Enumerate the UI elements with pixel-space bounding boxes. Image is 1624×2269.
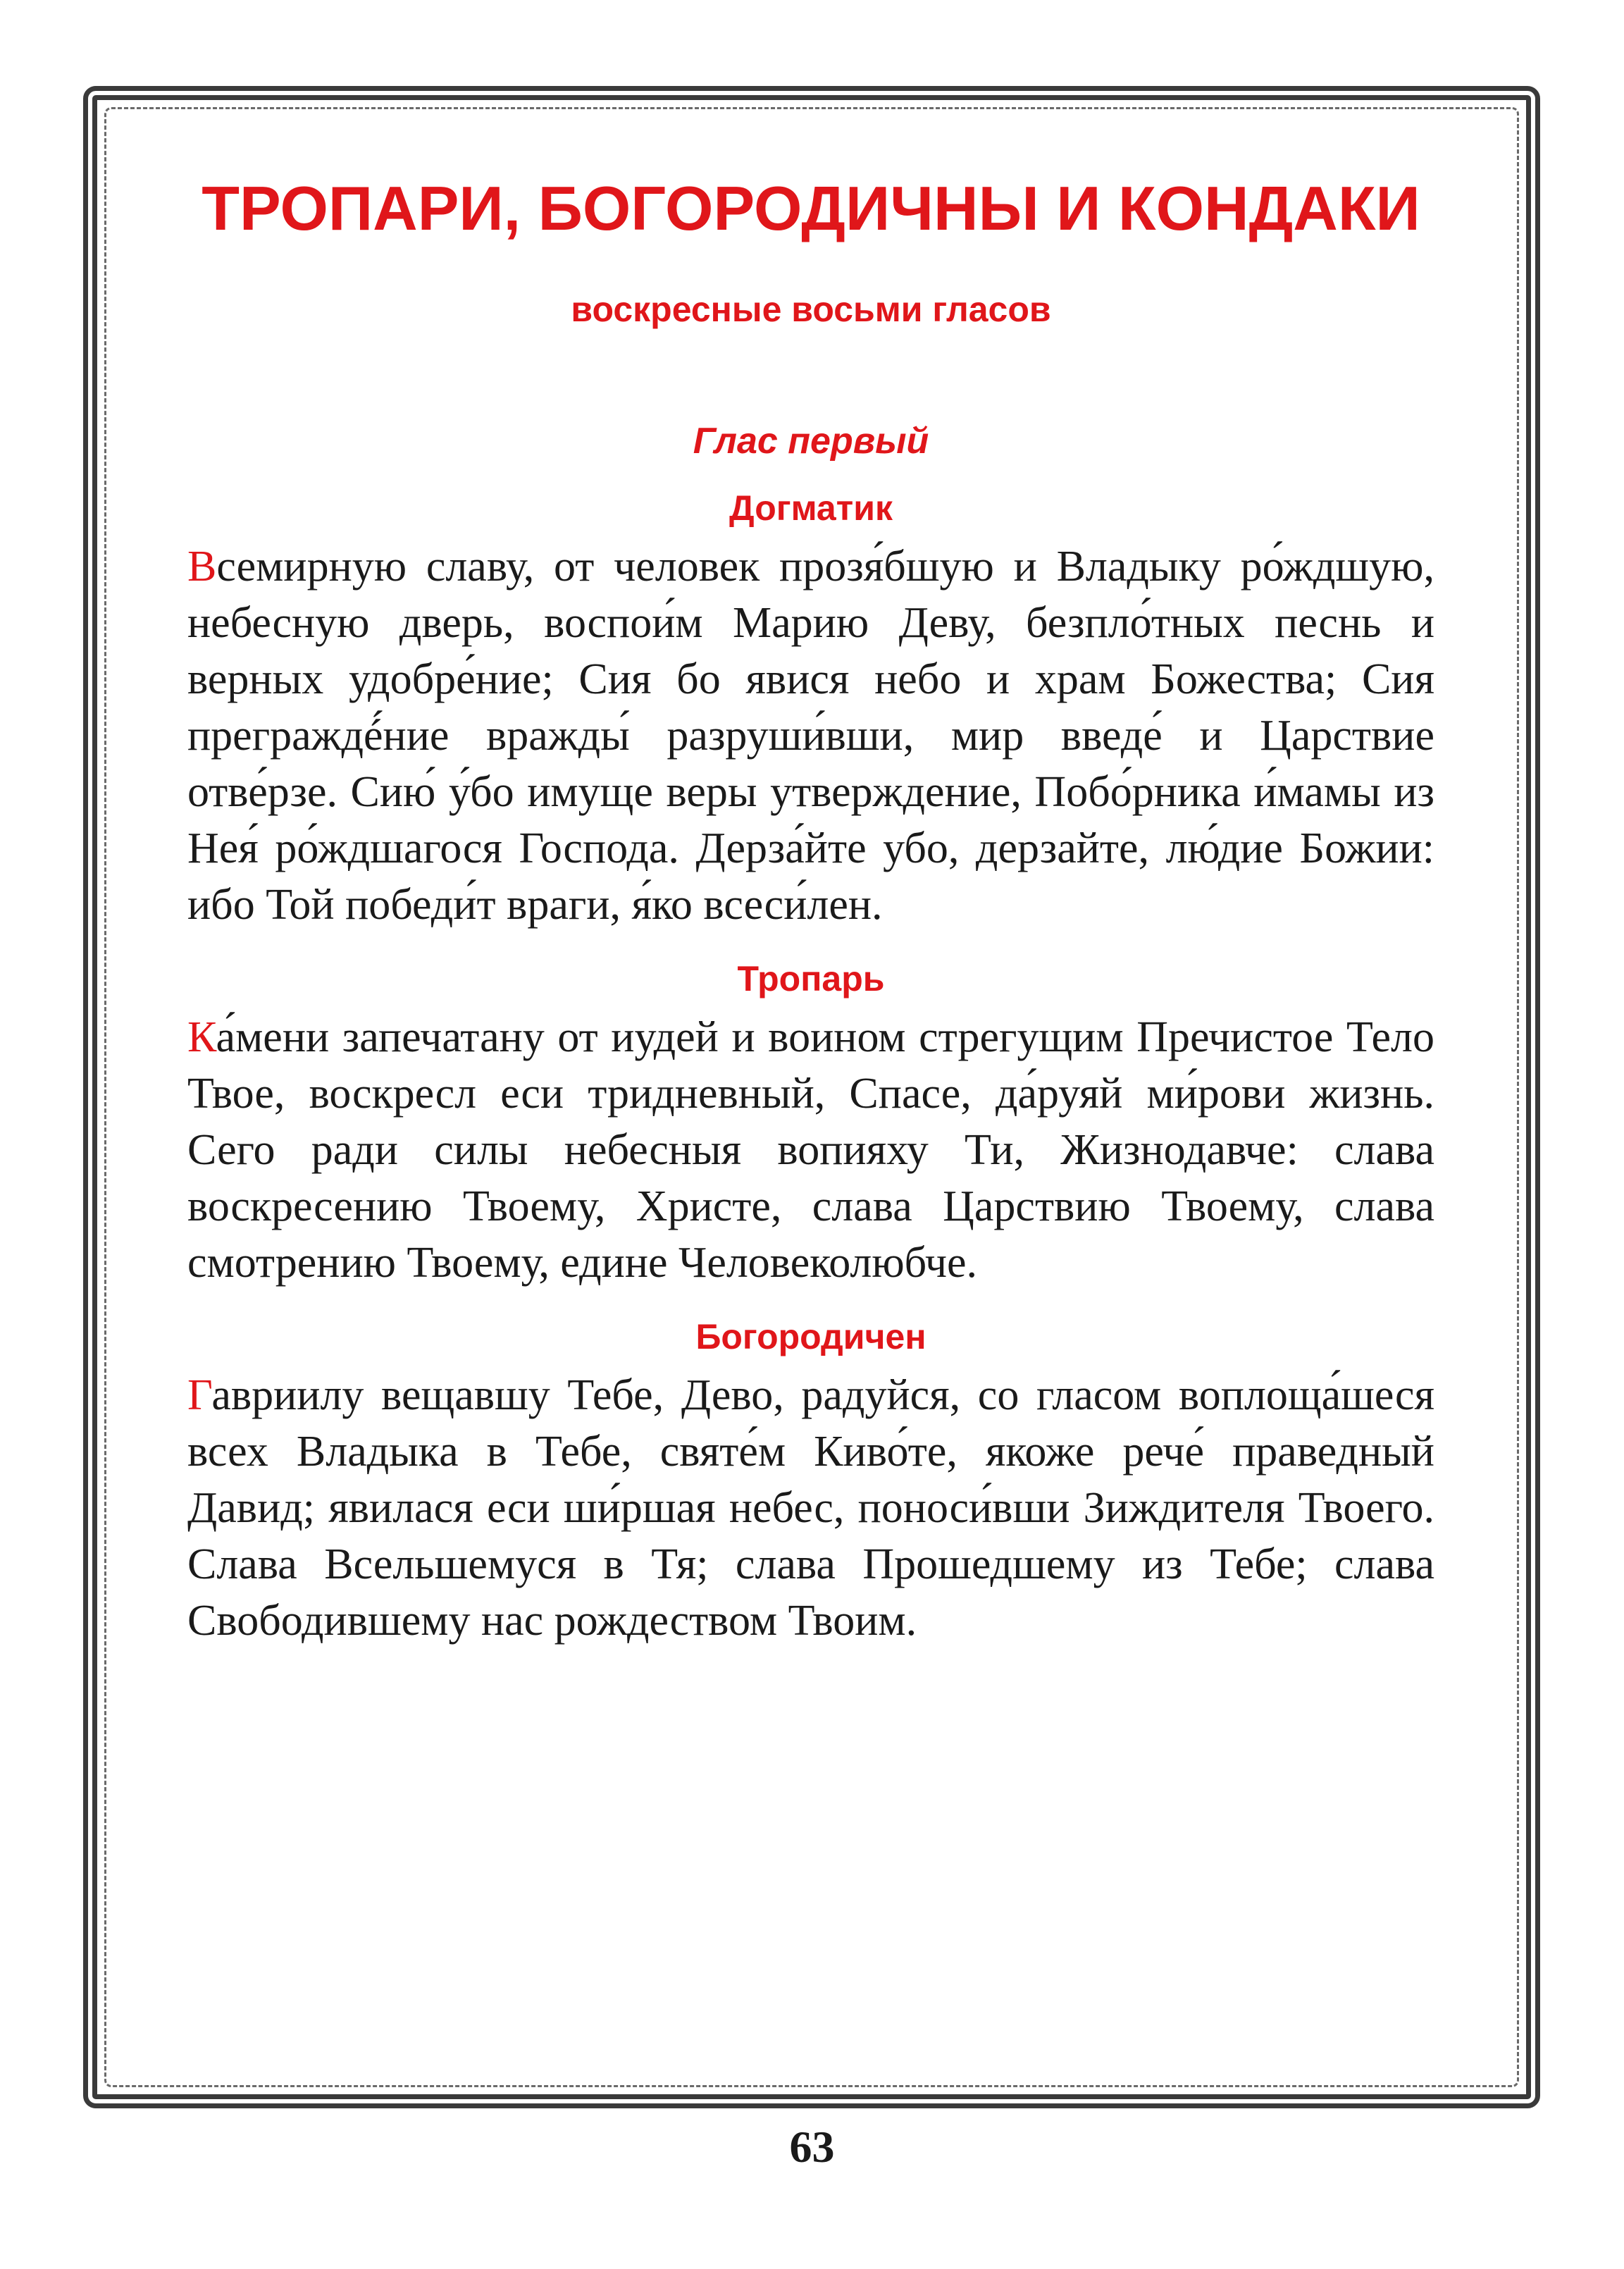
page-subtitle: воскресные восьми гласов — [571, 290, 1051, 329]
glas-title: Глас первый — [693, 421, 929, 462]
section-text — [187, 538, 1434, 933]
section-body: семирную славу, от человек прозя́бшую и Владыку ро́ждшую, небесную дверь, воспои́м Марию Деву, безпло́тных песнь и верных удобре́ние; Сия бо явися небо и храм Божества; Сия преграждé́ние вражды́ разруши́вши, мир введе́ и Царствие отве́рзе. Сию́ у́бо имуще веры утверждение, Побо́рника и́мамы из Нея́ ро́ждшагося Господа. Дерза́йте убо, дерзайте, лю́дие Божии: ибо Той победи́т враги, я́ко всеси́лен. — [187, 543, 1434, 929]
section-body: а́мени запечатану от иудей и воином стрегущим Пречистое Тело Твое, воскресл еси тридневный, Спасе, да́руяй ми́рови жизнь. Сего ради силы небесныя вопияху Ти, Жизнодавче: слава воскресению Твоему, Христе, слава Царствию Твоему, слава смотрению Твоему, едине Человеколюбче. — [187, 1013, 1434, 1287]
page-title: ТРОПАРИ, БОГОРОДИЧНЫ И КОНДАКИ — [202, 173, 1420, 243]
page-content — [187, 161, 1434, 1649]
page-number: 63 — [789, 2122, 835, 2172]
section-tropar — [187, 958, 1434, 1291]
section-heading: Догматик — [729, 488, 893, 528]
drop-initial: Г — [187, 1371, 212, 1419]
section-body: авриилу вещавшу Тебе, Дево, радуйся, со гласом воплоща́шеся всех Владыка в Тебе, святе́м Киво́те, якоже рече́ праведный Давид; явилася еси ши́ршая небес, поноси́вши Зиждителя Твоего. Слава Всельшемуся в Тя; слава Прошедшему из Тебе; слава Свободившему нас рождеством Твоим. — [187, 1371, 1434, 1645]
section-heading: Тропарь — [737, 959, 885, 999]
section-dogmatik — [187, 488, 1434, 933]
section-text — [187, 1367, 1434, 1649]
section-bogorodichen — [187, 1316, 1434, 1649]
drop-initial: В — [187, 543, 217, 591]
section-heading: Богородичен — [695, 1317, 926, 1356]
section-text — [187, 1009, 1434, 1291]
drop-initial: К — [187, 1013, 216, 1061]
